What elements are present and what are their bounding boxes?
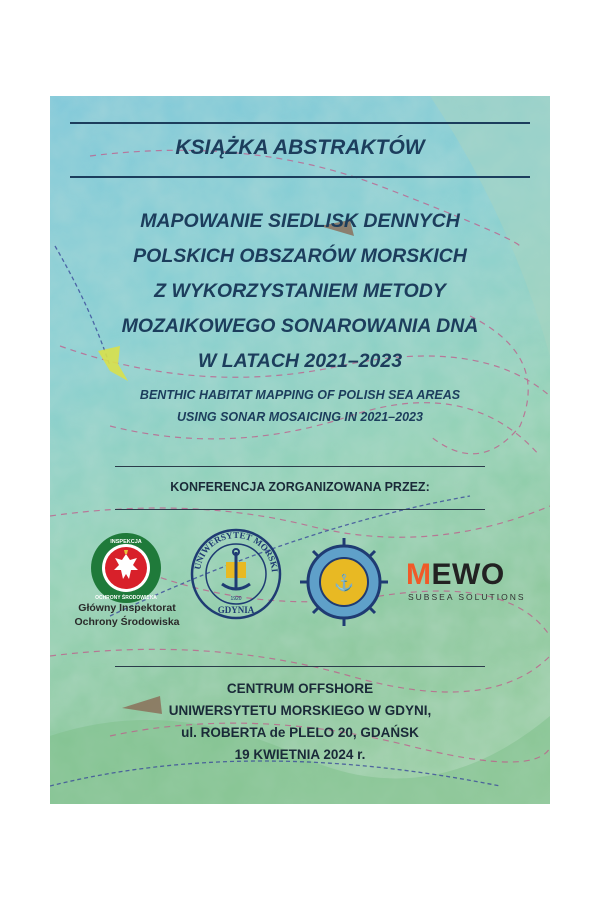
subtitle-line: USING SONAR MOSAICING IN 2021–2023 — [177, 410, 423, 424]
top-rule — [70, 122, 530, 124]
gios-logo — [90, 532, 162, 604]
svg-text:OCHRONY ŚRODOWISKA: OCHRONY ŚRODOWISKA — [95, 595, 157, 601]
mewo-logo-accent: M — [406, 558, 432, 591]
organizers-heading: KONFERENCJA ZORGANIZOWANA PRZEZ: — [170, 480, 430, 494]
main-title — [50, 204, 550, 379]
gios-caption-line: Główny Inspektorat — [78, 602, 176, 614]
cover-page — [50, 96, 550, 804]
gios-caption-line: Ochrony Środowiska — [74, 616, 180, 628]
subtitle-line: BENTHIC HABITAT MAPPING OF POLISH SEA AREAS — [139, 388, 461, 402]
main-title-line: MAPOWANIE SIEDLISK DENNYCH — [140, 210, 460, 232]
main-title-line: W LATACH 2021–2023 — [197, 350, 403, 372]
organizers-rule-top — [115, 466, 485, 467]
maritime-institute-wheel-logo — [298, 536, 390, 628]
venue-line: 19 KWIETNIA 2024 r. — [234, 747, 366, 762]
svg-text:GDYNIA: GDYNIA — [217, 605, 255, 615]
organizers-rule-bottom — [115, 509, 485, 510]
english-subtitle — [50, 384, 550, 428]
svg-text:1920: 1920 — [230, 596, 242, 602]
page-title: KSIĄŻKA ABSTRAKTÓW — [175, 136, 425, 159]
mewo-tagline: SUBSEA SOLUTIONS — [408, 592, 526, 602]
main-title-line: POLSKICH OBSZARÓW MORSKICH — [133, 245, 467, 267]
venue-line: UNIWERSYTETU MORSKIEGO W GDYNI, — [168, 703, 432, 718]
mewo-logo — [406, 558, 505, 592]
svg-text:INSPEKCJA: INSPEKCJA — [110, 539, 142, 545]
main-title-line: Z WYKORZYSTANIEM METODY — [154, 280, 446, 302]
svg-text:⚓: ⚓ — [334, 575, 354, 592]
venue-rule — [115, 666, 485, 667]
venue-line: ul. ROBERTA de PLELO 20, GDAŃSK — [181, 725, 419, 740]
mewo-logo-rest: EWO — [431, 558, 505, 591]
svg-text:UNIWERSYTET MORSKI: UNIWERSYTET MORSKI — [192, 529, 280, 573]
venue-block — [50, 678, 550, 766]
main-title-line: MOZAIKOWEGO SONAROWANIA DNA — [121, 315, 479, 337]
venue-line: CENTRUM OFFSHORE — [226, 681, 374, 696]
gios-caption — [62, 601, 192, 629]
title-rule — [70, 176, 530, 178]
umg-university-logo — [190, 528, 282, 620]
